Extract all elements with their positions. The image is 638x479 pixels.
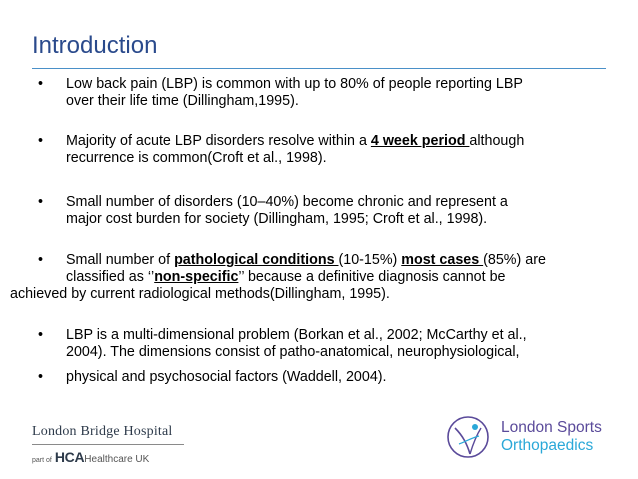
logo-divider [32, 444, 184, 445]
emphasis-text: pathological conditions [174, 252, 339, 268]
bullet-text: (10-15%) [338, 252, 402, 268]
part-of-label: part of [32, 457, 52, 464]
bullet-text-line [66, 252, 608, 269]
bullet-text-line [66, 133, 608, 150]
bullet-marker: • [38, 327, 44, 343]
bullet-marker: • [38, 76, 44, 92]
bullet-marker: • [38, 369, 44, 385]
bullet-item [38, 327, 608, 361]
bullet-text-line: over their life time (Dillingham,1995). [66, 93, 299, 109]
london-sports-orthopaedics-logo [445, 414, 625, 462]
bullet-text: although [469, 133, 525, 149]
bullet-text-line: achieved by current radiological methods(Dillingham, 1995). [10, 286, 390, 302]
bullet-text-line: Small number of disorders (10–40%) become chronic and represent a [66, 194, 508, 210]
bullet-text-line: physical and psychosocial factors (Waddell, 2004). [66, 369, 387, 385]
hospital-name: London Bridge Hospital [32, 424, 173, 439]
bullet-text-line: LBP is a multi-dimensional problem (Borkan et al., 2002; McCarthy et al., [66, 327, 527, 343]
emphasis-text: 4 week period [370, 133, 470, 149]
hca-brand: HCA [54, 449, 85, 465]
bullet-marker: • [38, 252, 44, 268]
bullet-item [38, 369, 608, 386]
emphasis-text: most cases [401, 252, 484, 268]
hca-line [32, 449, 192, 465]
london-bridge-hospital-logo [32, 424, 192, 465]
healthcare-label: Healthcare UK [84, 454, 150, 465]
clinic-name: London Sports [501, 419, 602, 436]
bullet-item [38, 133, 608, 167]
bullet-text-line: 2004). The dimensions consist of patho-anatomical, neurophysiological, [66, 344, 520, 360]
bullet-item [38, 194, 608, 228]
bullet-text-line: Low back pain (LBP) is common with up to 80% of people reporting LBP [66, 76, 523, 92]
bullet-text: (85%) are [483, 252, 546, 268]
title-divider [32, 68, 606, 69]
bullet-marker: • [38, 133, 44, 149]
bullet-item [38, 76, 608, 110]
bullet-text: classified as ‘’ [66, 269, 155, 285]
emphasis-text: non-specific [154, 269, 239, 285]
bullet-text-line: major cost burden for society (Dillingham, 1995; Croft et al., 1998). [66, 211, 488, 227]
bullet-marker: • [38, 194, 44, 210]
bullet-text: Small number of [66, 252, 175, 268]
clinic-subname: Orthopaedics [501, 437, 594, 454]
bullet-text-line [66, 269, 608, 286]
bullet-text: Majority of acute LBP disorders resolve within a [66, 133, 371, 149]
bullet-text: ’’ because a definitive diagnosis cannot be [238, 269, 506, 285]
bullet-item [10, 252, 608, 303]
bullet-text-line: recurrence is common(Croft et al., 1998). [66, 150, 327, 166]
slide-title: Introduction [32, 32, 158, 59]
orthopaedics-emblem-icon [445, 414, 491, 460]
